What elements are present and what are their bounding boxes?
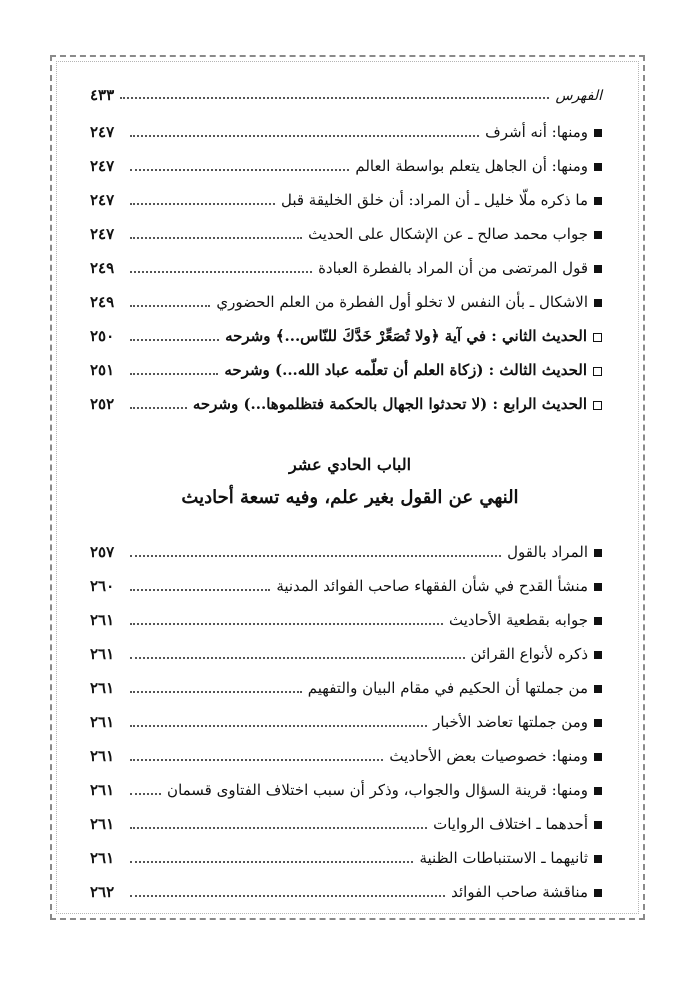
- leader-dots: [130, 724, 427, 727]
- toc-entry-text: أحدهما ـ اختلاف الروايات: [433, 814, 602, 834]
- toc-page-number: ٢٦١: [90, 679, 115, 697]
- leader-dots: [130, 270, 312, 273]
- toc-entry[interactable]: [90, 638, 602, 664]
- leader-dots: [130, 304, 210, 307]
- leader-dots: [130, 690, 302, 693]
- toc-entry[interactable]: [90, 536, 602, 562]
- toc-entry[interactable]: [90, 252, 602, 278]
- toc-entry-text: جوابه بقطعية الأحاديث: [449, 610, 602, 630]
- leader-dots: [130, 338, 219, 341]
- toc-page-number: ٢٦١: [90, 747, 115, 765]
- leader-dots: [130, 406, 187, 409]
- bullet-icon: [594, 787, 602, 795]
- toc-entry[interactable]: [90, 706, 602, 732]
- leader-dots: [130, 656, 465, 659]
- toc-entry-text: ومنها: خصوصيات بعض الأحاديث: [389, 746, 602, 766]
- toc-page-number: ٢٦١: [90, 645, 115, 663]
- toc-entry-text: المراد بالقول: [507, 542, 602, 562]
- running-header: [90, 80, 602, 104]
- toc-entry-text: مناقشة صاحب الفوائد: [451, 882, 602, 902]
- toc-entry[interactable]: [90, 740, 602, 766]
- toc-entry-text: قول المرتضى من أن المراد بالفطرة العبادة: [318, 258, 602, 278]
- toc-page-number: ٢٥٧: [90, 543, 115, 561]
- bullet-icon: [594, 855, 602, 863]
- bullet-icon: [594, 129, 602, 137]
- toc-entry[interactable]: [90, 218, 602, 244]
- toc-entry[interactable]: [90, 116, 602, 142]
- toc-page-number: ٢٤٧: [90, 191, 115, 209]
- leader-dots: [130, 236, 302, 239]
- bullet-icon: [594, 163, 602, 171]
- bullet-icon: [594, 299, 602, 307]
- toc-page-number: ٢٦١: [90, 781, 115, 799]
- leader-dots: [130, 168, 349, 171]
- leader-dots: [130, 134, 479, 137]
- bullet-icon: [594, 685, 602, 693]
- bullet-icon: [594, 651, 602, 659]
- toc-page-number: ٢٦١: [90, 849, 115, 867]
- toc-entry-text: جواب محمد صالح ـ عن الإشكال على الحديث: [308, 224, 602, 244]
- header-page-number: ٤٣٣: [90, 86, 115, 104]
- toc-entry-text: ومنها: أن الجاهل يتعلم بواسطة العالم: [355, 156, 602, 176]
- toc-entry[interactable]: [90, 184, 602, 210]
- toc-page-number: ٢٤٩: [90, 293, 115, 311]
- toc-page-number: ٢٦٠: [90, 577, 115, 595]
- toc-entry-hadith[interactable]: [90, 320, 602, 346]
- bullet-icon: [594, 719, 602, 727]
- leader-dots: [130, 792, 161, 795]
- toc-entry-text: منشأ القدح في شأن الفقهاء صاحب الفوائد المدنية: [276, 576, 602, 596]
- toc-entry-text: الاشكال ـ بأن النفس لا تخلو أول الفطرة من العلم الحضوري: [216, 292, 602, 312]
- toc-entry-text: ثانيهما ـ الاستنباطات الظنية: [419, 848, 602, 868]
- bullet-icon: [594, 821, 602, 829]
- toc-entry[interactable]: [90, 570, 602, 596]
- toc-entry-text: ومنها: قرينة السؤال والجواب، وذكر أن سبب اختلاف الفتاوى قسمان: [167, 780, 602, 800]
- leader-dots: [120, 97, 549, 99]
- toc-entry[interactable]: [90, 842, 602, 868]
- toc-entry-text: الحديث الثالث : (زكاة العلم أن تعلّمه عباد الله...) وشرحه: [224, 360, 602, 380]
- leader-dots: [130, 554, 501, 557]
- toc-page-number: ٢٤٧: [90, 225, 115, 243]
- header-label: الفهرس: [555, 88, 602, 104]
- toc-entry-text: ومن جملتها تعاضد الأخبار: [433, 712, 602, 732]
- toc-entry[interactable]: [90, 876, 602, 902]
- toc-page-number: ٢٦١: [90, 611, 115, 629]
- leader-dots: [130, 622, 443, 625]
- toc-entry[interactable]: [90, 672, 602, 698]
- leader-dots: [130, 372, 218, 375]
- toc-entry-text: الحديث الثاني : في آية ﴿ولا تُصَعِّرْ خَدَّكَ للنّاس...﴾ وشرحه: [225, 326, 602, 346]
- checkbox-square-icon: [593, 401, 602, 410]
- toc-page-number: ٢٤٧: [90, 157, 115, 175]
- leader-dots: [130, 588, 270, 591]
- toc-page-number: ٢٦١: [90, 815, 115, 833]
- toc-page-number: ٢٦٢: [90, 883, 115, 901]
- bullet-icon: [594, 265, 602, 273]
- toc-entry-text: الحديث الرابع : (لا تحدثوا الجهال بالحكمة فتظلموها...) وشرحه: [193, 394, 602, 414]
- toc-page-number: ٢٤٧: [90, 123, 115, 141]
- bullet-icon: [594, 549, 602, 557]
- toc-entry-text: ما ذكره ملّا خليل ـ أن المراد: أن خلق الخليقة قبل: [281, 190, 602, 210]
- leader-dots: [130, 758, 383, 761]
- toc-entry[interactable]: [90, 150, 602, 176]
- bullet-icon: [594, 889, 602, 897]
- checkbox-square-icon: [593, 333, 602, 342]
- toc-page-number: ٢٥٠: [90, 327, 115, 345]
- bullet-icon: [594, 617, 602, 625]
- toc-page-number: ٢٦١: [90, 713, 115, 731]
- toc-page-number: ٢٤٩: [90, 259, 115, 277]
- toc-entry-hadith[interactable]: [90, 388, 602, 414]
- bullet-icon: [594, 197, 602, 205]
- toc-entry-hadith[interactable]: [90, 354, 602, 380]
- checkbox-square-icon: [593, 367, 602, 376]
- leader-dots: [130, 860, 413, 863]
- toc-entry-text: ومنها: أنه أشرف: [485, 122, 602, 142]
- toc-entry[interactable]: [90, 808, 602, 834]
- toc-entry[interactable]: [90, 286, 602, 312]
- bullet-icon: [594, 753, 602, 761]
- toc-entry-text: ذكره لأنواع القرائن: [471, 644, 602, 664]
- toc-entry[interactable]: [90, 774, 602, 800]
- toc-entry[interactable]: [90, 604, 602, 630]
- chapter-subtitle: النهي عن القول بغير علم، وفيه تسعة أحاديث: [181, 487, 519, 508]
- leader-dots: [130, 826, 427, 829]
- bullet-icon: [594, 231, 602, 239]
- chapter-title: الباب الحادي عشر: [288, 455, 412, 474]
- toc-entry-text: من جملتها أن الحكيم في مقام البيان والتفهيم: [308, 678, 602, 698]
- toc-page-number: ٢٥٢: [90, 395, 115, 413]
- toc-page-number: ٢٥١: [90, 361, 115, 379]
- leader-dots: [130, 202, 275, 205]
- bullet-icon: [594, 583, 602, 591]
- leader-dots: [130, 894, 445, 897]
